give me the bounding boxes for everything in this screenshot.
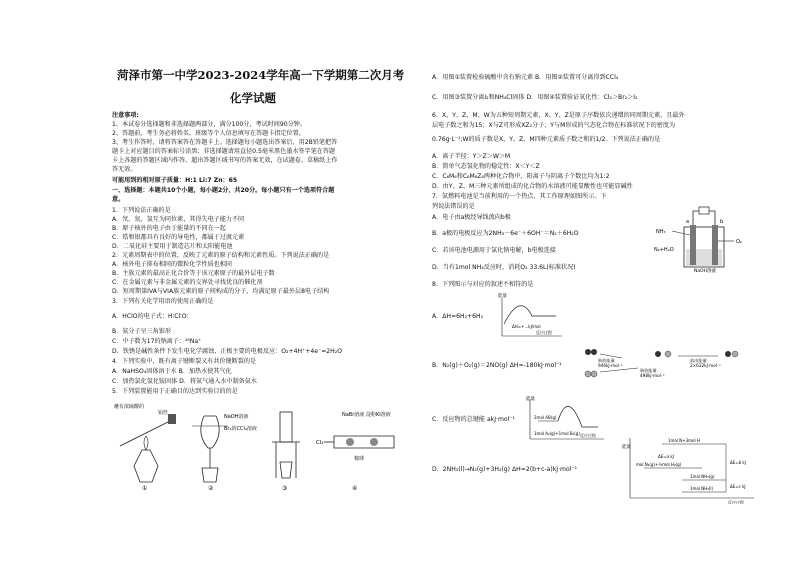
apparatus-figure (112, 398, 404, 490)
option-line: B．N₂(g)＋O₂(g)＝2NO(g) ΔH=-180kJ·mol⁻¹ (432, 362, 562, 369)
notice-heading: 注意事项: (112, 112, 139, 119)
axis-label-progress: 反应过程 (728, 500, 744, 504)
notice-line: 卡上各题的答题区域内作答。超出答题区域书写的答案无效，在试题卷、草稿纸上作 (112, 157, 338, 164)
option-line: A．ΔH=6H₂+6H₂ (432, 313, 484, 320)
cotton-ball-2 (370, 438, 378, 446)
bond-energy-figure (578, 344, 756, 384)
atomic-mass-line: 可能用到的相对原子质量：H:1 Li:7 Zn：65 (112, 177, 238, 184)
electrode-b (712, 225, 718, 265)
label-946: 946kJ·mol⁻¹ (598, 363, 623, 368)
question-line: 7．氨燃料电池是当前利用的一个热点，其工作原理如图所示。下 (432, 193, 607, 200)
question-line: B．氨分子呈三角锥形 (112, 328, 172, 335)
sample-block (168, 414, 176, 424)
section-heading-cont: 意。 (112, 196, 125, 203)
fuel-cell-figure (654, 203, 754, 273)
fig5-label-g: 淀粉KI溶液 (366, 412, 391, 418)
axis-label-progress: 反应过程 (580, 433, 596, 438)
label-a: a (686, 219, 690, 225)
fig5-label-f: NaBr溶液 (342, 412, 365, 418)
option-line: C．若该电池电源用于氯化钠电解，b电极连接 (432, 247, 556, 254)
question-line: 6．X、Y、Z、M、W为五种短周期元素，X、Y、Z是原子序数依次递增的同周期元素，且最外 (432, 112, 685, 119)
fig5-label-h: 棉球 (354, 456, 365, 462)
label-2ab: 2mol AB(g) (534, 415, 557, 420)
axis-label-energy: 能量 (622, 445, 631, 450)
question-line: 列说法错误的是 (432, 203, 475, 210)
question-line: D．二氧化硅主要用于制造芯片和太阳能电池 (112, 243, 233, 250)
beaker (280, 412, 292, 442)
label-a2-b2: 1mol A₂(g)+1mol B₂(g) (534, 431, 580, 436)
question-line: C．在金属元素与非金属元素的交界处寻找优良的催化剂 (112, 279, 263, 286)
question-line: 2．元素周期表中的位置，反映了元素的原子结构和元素性质。下列说法正确的是 (112, 252, 330, 259)
label-nh3-l: 1mol NH₃(l) (690, 486, 714, 491)
label-498: 498kJ·mol⁻¹ (640, 373, 665, 378)
cotton-ball-1 (346, 438, 354, 446)
energy-diagram-c (524, 393, 608, 443)
question-line: 0.76g·L⁻¹;W的质子数是X、Y、Z、M四种元素质子数之和的1/2。下列说法正确的是 (432, 136, 661, 143)
axis-label-energy: 能量 (498, 294, 507, 299)
label-release: 放出能量 (690, 358, 707, 363)
label-o2: O₂ (736, 239, 742, 245)
label-absorb-2: 吸收能量 (640, 368, 657, 373)
question-line: D．铁锈是碱性条件下发生电化学腐蚀，正极主要的电极反应：O₂+4H⁺+4e⁻=2H₂O (112, 348, 342, 355)
option-line: D．由Y、Z、M三种元素所组成的化合物的水溶液可能显酸性也可能显碱性 (432, 183, 633, 190)
question-line: A．核外电子排布相同的微粒化学性质也相同 (112, 261, 232, 268)
question-line: C．锆和银都具有良好的导电性，都属于过渡元素 (112, 234, 245, 241)
label-nh3: NH₃ (656, 229, 666, 235)
label-absorb-1: 吸收能量 (598, 358, 615, 363)
label-632: 2×632kJ·mol⁻¹ (690, 363, 721, 368)
option-line: D．2NH₃(l)→N₂(g)+3H₂(g) ΔH=2(b+c-a)kJ·mol⁻¹ (432, 466, 578, 473)
question-line: C．加热氯化氢化铵固体 D．将氨气通入水中制备氨水 (112, 378, 257, 385)
label-n2: N₂+H₂O (654, 247, 674, 253)
energy-diagram-a (496, 290, 566, 340)
option-line: A．用图①装置检验硫酸中含有钠元素 B．用图②装置可分离得到CCl₄ (432, 74, 619, 81)
fig-number-2: ② (208, 485, 214, 490)
question-line: A．NaHSO₄固体溶于水 B．加热水使其气化 (112, 368, 232, 375)
axis-label-progress: 反应过程 (536, 330, 552, 335)
label-nh3-g: 1mol NH₃(g) (690, 474, 715, 479)
label-delta-a: ΔE=a kJ (658, 454, 674, 459)
question-line: C．中子数为17的钠离子：²⁸Na⁺ (112, 338, 202, 345)
label-b: b (720, 219, 724, 225)
notice-line: 1、本试卷分选择题和非选择题两部分，满分100分，考试时间90分钟。 (112, 121, 306, 128)
axis-label-energy: 能量 (526, 397, 535, 402)
question-line: B．原子核外的电子由于能量的不同在一起 (112, 225, 226, 232)
fig5-label-b: 铂丝 (158, 410, 169, 416)
question-line: B．主族元素的最高正化合价等于该元素原子的最外层电子数 (112, 270, 275, 277)
question-line: A．氘、氚、氢互为同位素，其得失电子能力不同 (112, 216, 245, 223)
option-line: C．用图③装置分离I₂和NH₄Cl固体 D．用图④装置验证氧化性：Cl₂＞Br₂＞I₂ (432, 94, 638, 101)
question-line: 3．下列有关化学用语的使用正确的是 (112, 298, 214, 305)
fig5-label-d: Br₂的CCl₄溶液 (224, 426, 257, 432)
reaction-curve (558, 406, 598, 427)
question-line: 4．下列实验中，既有离子键断裂又有共价键断裂的是 (112, 358, 257, 365)
energy-diagram-d (622, 434, 758, 504)
option-line: A．电子由a极经导线流向b极 (432, 214, 511, 221)
option-line: A．离子半径：Y＞Z＞W＞M (432, 153, 511, 160)
notice-line: 3、考生作答时，请将答案答在答题卡上。选择题每小题选出答案后，用2B铅笔把答 (112, 139, 338, 146)
option-line: B．简单气态氢化物的稳定性：X＜Y＜Z (432, 163, 540, 170)
fig5-label-c: NaOH溶液 (224, 414, 249, 420)
question-line: D．短周期第IVA与VIA族元素的原子间构成的分子，均满足原子最外层8电子结构 (112, 288, 330, 295)
label-n-3h: 1mol N+3mol H (668, 438, 700, 443)
option-line: B．a极的电极反应为2NH₃－6e⁻＋6OH⁻＝N₂＋6H₂O (432, 230, 579, 237)
label-delta-b: ΔE=b kJ (730, 460, 746, 465)
option-line: C．反应物的总键能 akJ·mol⁻¹ (432, 416, 515, 423)
question-line: 5．下列装置能用于正确目的达到实验目的的是 (112, 388, 238, 395)
separatory-funnel (201, 416, 219, 448)
section-heading: 一、选择题：本题共10个小题，每小题2分，共20分。每小题只有一个选项符合题 (112, 187, 335, 194)
delta-h-label: ΔH=+...kJ/mol (512, 324, 541, 329)
notice-line: 答无效。 (112, 166, 137, 173)
notice-line: 2、答题前，考生务必将姓名、班级等个人信息填写在答题卡指定位置。 (112, 130, 305, 137)
reaction-curve (504, 306, 556, 324)
option-line: D．当有1mol NH₃反应时，消耗O₂ 33.6L(标准状况) (432, 264, 576, 271)
load (699, 207, 709, 214)
fig-number-1: ① (142, 485, 148, 490)
option-line: C．C₆M₆和C₆M₆Z₆两种化合物中，阳离子与阴离子个数比均为1:2 (432, 173, 610, 180)
question-line: 8．下列图示与对应的叙述不相符的是 (432, 281, 534, 288)
fig-number-4: ④ (352, 485, 358, 490)
fig5-label-a: 蘸有浓硫酸的 (114, 404, 145, 410)
label-naoh: NaOH溶液 (694, 269, 717, 273)
question-line: 层电子数之和为15；X与Z可形成XZ₂分子；Y与M形成的气态化合物在标准状况下的密度为 (432, 122, 676, 129)
exam-subtitle: 化学试题 (230, 91, 276, 105)
label-delta-c: ΔE=c kJ (730, 484, 746, 489)
question-line: A．HClO的电子式：H∶Cl∶O∶ (112, 313, 189, 320)
fig5-label-e: Cl₂ (316, 440, 324, 446)
alcohol-lamp (134, 450, 158, 482)
question-line: 1．下列说法正确的是 (112, 207, 171, 214)
notice-line: 题卡上对应题目的答案标号涂黑；非选择题请用直径0.5毫米黑色墨水签字笔在答题 (112, 148, 335, 155)
label-n2-h2: mol N₂(g)+½mol H₂(g) (636, 462, 682, 467)
glass-tube (334, 436, 394, 448)
exam-title: 菏泽市第一中学2023-2024学年高一下学期第二次月考 (117, 68, 405, 82)
electrode-a (690, 225, 696, 265)
fig-number-3: ③ (282, 485, 288, 490)
